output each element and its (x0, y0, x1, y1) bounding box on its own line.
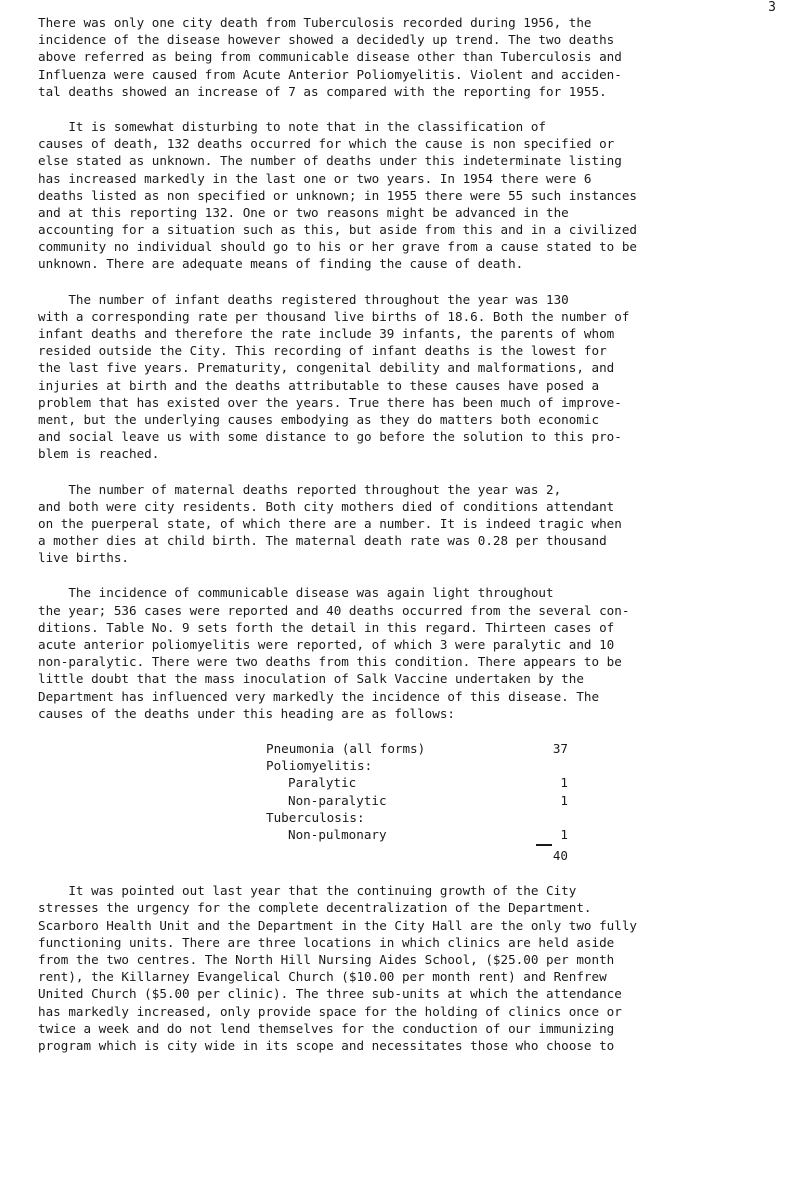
paragraph (38, 584, 778, 722)
text-line: and social leave us with some distance to go before the solution to this pro- (38, 429, 622, 445)
cause-label: Non-paralytic (288, 792, 387, 808)
text-line: injuries at birth and the deaths attributable to these causes have posed a (38, 377, 600, 393)
text-line: problem that has existed over the years. True there has been much of improve- (38, 394, 622, 410)
text-line: ditions. Table No. 9 sets forth the detail in this regard. Thirteen cases of (38, 619, 615, 635)
text-line: rent), the Killarney Evangelical Church ($10.00 per month rent) and Renfrew (38, 969, 607, 985)
cause-label: Tuberculosis: (266, 809, 365, 825)
text-line: acute anterior poliomyelitis were reported, of which 3 were paralytic and 10 (38, 637, 615, 652)
cause-count: 37 (552, 740, 568, 756)
text-line: Influenza were caused from Acute Anterior Poliomyelitis. Violent and acciden- (38, 66, 622, 82)
table-row (266, 740, 586, 757)
cause-count (528, 757, 568, 774)
text-line: There was only one city death from Tuberculosis recorded during 1956, the (38, 15, 592, 30)
text-line: and both were city residents. Both city mothers died of conditions attendant (38, 498, 615, 514)
table-total-row (266, 847, 586, 864)
text-line: live births. (38, 550, 129, 566)
text-line: causes of death, 132 deaths occurred for which the cause is non specified or (38, 136, 615, 152)
text-line: community no individual should go to his or her grave from a cause stated to be (38, 239, 637, 255)
paragraph (38, 481, 778, 567)
page-number: 3 (768, 0, 776, 15)
text-line: Department has influenced very markedly the incidence of this disease. The (38, 688, 600, 704)
cause-label: Pneumonia (all forms) (266, 740, 426, 756)
cause-count (528, 809, 568, 826)
cause-count: 1 (560, 826, 568, 842)
text-line: tal deaths showed an increase of 7 as compared with the reporting for 1955. (38, 83, 607, 99)
death-causes-table (266, 740, 586, 864)
paragraph (38, 14, 778, 100)
text-line: little doubt that the mass inoculation of Salk Vaccine undertaken by the (38, 671, 584, 687)
text-line: It was pointed out last year that the continuing growth of the City (38, 883, 577, 899)
text-line: stresses the urgency for the complete decentralization of the Department. (38, 900, 592, 916)
table-row (266, 809, 586, 826)
text-line: The incidence of communicable disease was again light throughout (38, 585, 554, 601)
document-body (38, 14, 778, 1072)
text-line: The number of infant deaths registered throughout the year was 130 (38, 291, 569, 307)
text-line: unknown. There are adequate means of finding the cause of death. (38, 256, 524, 272)
table-total-value: 40 (552, 848, 568, 864)
table-row (266, 757, 586, 774)
text-line: non-paralytic. There were two deaths from this condition. There appears to be (38, 654, 622, 670)
cause-label: Paralytic (288, 775, 357, 791)
text-line: else stated as unknown. The number of deaths under this indeterminate listing (38, 153, 622, 169)
text-line: above referred as being from communicable disease other than Tuberculosis and (38, 49, 622, 65)
text-line: Scarboro Health Unit and the Department in the City Hall are the only two fully (38, 917, 637, 933)
paragraph (38, 291, 778, 463)
final-paragraph (38, 882, 778, 1054)
text-line: functioning units. There are three locations in which clinics are held aside (38, 934, 615, 950)
text-line: the last five years. Prematurity, congenital debility and malformations, and (38, 360, 615, 376)
text-line: from the two centres. The North Hill Nursing Aides School, ($25.00 per month (38, 952, 615, 967)
text-line: It is somewhat disturbing to note that in the classification of (38, 118, 546, 134)
text-line: the year; 536 cases were reported and 40 deaths occurred from the several con- (38, 602, 630, 618)
table-row (266, 774, 586, 791)
text-line: causes of the deaths under this heading are as follows: (38, 705, 456, 721)
text-line: program which is city wide in its scope and necessitates those who choose to (38, 1037, 615, 1053)
text-line: has increased markedly in the last one or two years. In 1954 there were 6 (38, 170, 592, 186)
cause-count: 1 (560, 775, 568, 791)
total-rule (536, 844, 552, 846)
text-line: deaths listed as non specified or unknown; in 1955 there were 55 such instances (38, 187, 637, 203)
text-line: ment, but the underlying causes embodying as they do matters both economic (38, 411, 600, 427)
text-line: infant deaths and therefore the rate include 39 infants, the parents of whom (38, 326, 615, 341)
text-line: incidence of the disease however showed a decidedly up trend. The two deaths (38, 32, 615, 48)
text-line: resided outside the City. This recording of infant deaths is the lowest for (38, 343, 607, 359)
text-line: blem is reached. (38, 446, 160, 462)
table-row (266, 826, 586, 843)
paragraph (38, 118, 778, 273)
text-line: The number of maternal deaths reported throughout the year was 2, (38, 481, 562, 497)
cause-count: 1 (560, 792, 568, 808)
cause-label: Non-pulmonary (288, 826, 387, 842)
text-line: United Church ($5.00 per clinic). The three sub-units at which the attendance (38, 986, 622, 1002)
paragraphs (38, 14, 778, 722)
table-row (266, 792, 586, 809)
text-line: accounting for a situation such as this, but aside from this and in a civilized (38, 222, 637, 238)
text-line: on the puerperal state, of which there are a number. It is indeed tragic when (38, 515, 622, 531)
text-line: a mother dies at child birth. The maternal death rate was 0.28 per thousand (38, 533, 607, 549)
text-line: and at this reporting 132. One or two reasons might be advanced in the (38, 204, 569, 220)
text-line: twice a week and do not lend themselves for the conduction of our immunizing (38, 1020, 615, 1036)
text-line: has markedly increased, only provide space for the holding of clinics once or (38, 1003, 622, 1019)
cause-label: Poliomyelitis: (266, 758, 373, 774)
text-line: with a corresponding rate per thousand live births of 18.6. Both the number of (38, 308, 630, 324)
